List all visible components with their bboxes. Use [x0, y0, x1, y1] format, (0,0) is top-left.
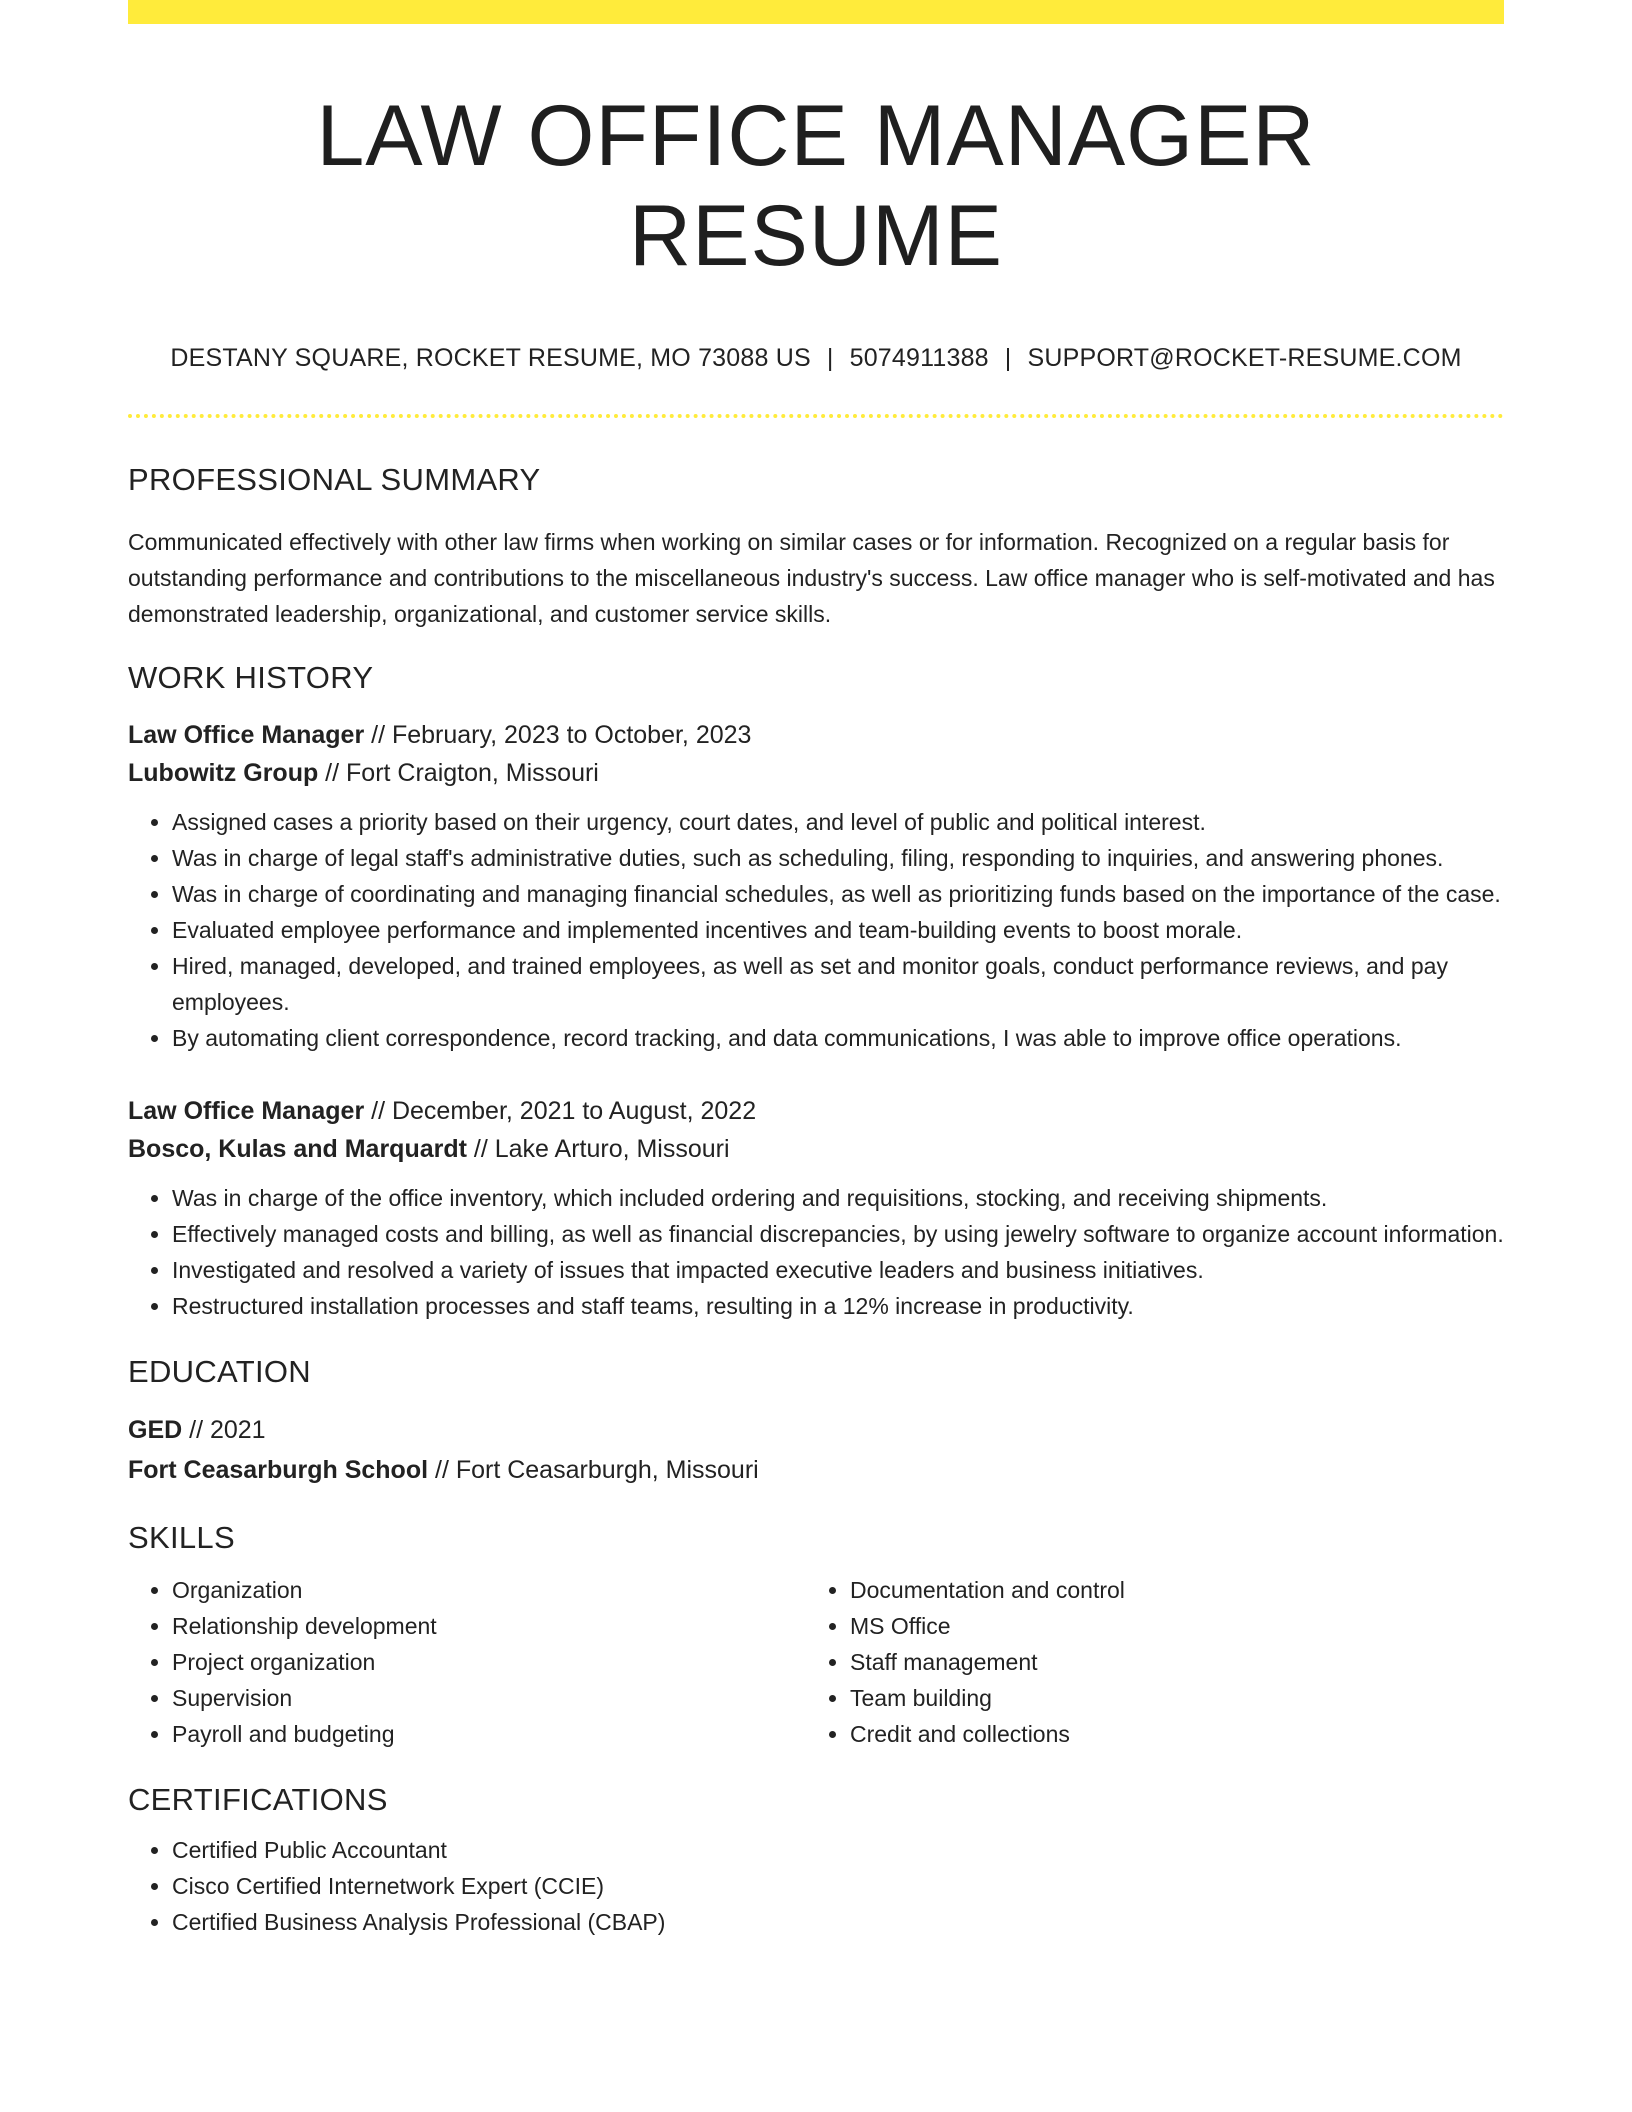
list-item: • Was in charge of coordinating and managing financial schedules, as well as prioritizing funds based on the importance of the case.	[172, 876, 1504, 912]
contact-separator: |	[826, 344, 834, 372]
skill-item: • Credit and collections	[850, 1716, 1484, 1752]
work-history-heading: WORK HISTORY	[128, 660, 374, 695]
skills-grid	[128, 1572, 1504, 1752]
skill-item: • Staff management	[850, 1644, 1484, 1680]
education-entry	[128, 1410, 1504, 1490]
list-item: • Investigated and resolved a variety of issues that impacted executive leaders and business initiatives.	[172, 1252, 1504, 1288]
skill-item: • Relationship development	[172, 1608, 806, 1644]
list-item: • Restructured installation processes and staff teams, resulting in a 12% increase in productivity.	[172, 1288, 1504, 1324]
skill-item: • Payroll and budgeting	[172, 1716, 806, 1752]
list-item: • Assigned cases a priority based on their urgency, court dates, and level of public and political interest.	[172, 804, 1504, 840]
job-title-line	[128, 1092, 1504, 1130]
job-title-line	[128, 716, 1504, 754]
contact-line	[128, 342, 1504, 374]
list-item: • Effectively managed costs and billing, as well as financial discrepancies, by using jewelry software to organize account information.	[172, 1216, 1504, 1252]
skill-item: • MS Office	[850, 1608, 1484, 1644]
job-title: Law Office Manager	[128, 1097, 365, 1125]
education-year: // 2021	[182, 1416, 266, 1444]
list-item: • Evaluated employee performance and implemented incentives and team-building events to boost morale.	[172, 912, 1504, 948]
job-company: Bosco, Kulas and Marquardt	[128, 1135, 467, 1163]
list-item: • Was in charge of the office inventory, which included ordering and requisitions, stocking, and receiving shipments.	[172, 1180, 1504, 1216]
education-heading: EDUCATION	[128, 1354, 311, 1389]
education-degree-line	[128, 1410, 1504, 1450]
job-entry	[128, 1092, 1504, 1324]
job-company: Lubowitz Group	[128, 759, 319, 787]
summary-text: Communicated effectively with other law firms when working on similar cases or for information. Recognized on a regular basis for outstanding performance and contributions to the miscellaneous industry's success. Law office manager who is self-motivated and has demonstrated leadership, organizational, and customer service skills.	[128, 529, 1495, 627]
skill-item: • Project organization	[172, 1644, 806, 1680]
education-school: Fort Ceasarburgh School	[128, 1456, 429, 1484]
accent-bar	[128, 0, 1504, 24]
job-entry	[128, 716, 1504, 1056]
skill-item: • Supervision	[172, 1680, 806, 1716]
contact-email: SUPPORT@ROCKET-RESUME.COM	[1027, 344, 1462, 372]
education-degree: GED	[128, 1416, 183, 1444]
job-dates: // February, 2023 to October, 2023	[364, 721, 752, 749]
education-school-line	[128, 1450, 1504, 1490]
job-dates: // December, 2021 to August, 2022	[364, 1097, 757, 1125]
job-bullets	[128, 1180, 1504, 1324]
certifications-list	[128, 1832, 1504, 1940]
job-bullets	[128, 804, 1504, 1056]
skills-column-left	[128, 1572, 806, 1752]
list-item: • By automating client correspondence, record tracking, and data communications, I was able to improve office operations.	[172, 1020, 1504, 1056]
job-location: // Lake Arturo, Missouri	[466, 1135, 730, 1163]
skill-item: • Documentation and control	[850, 1572, 1484, 1608]
job-company-line	[128, 754, 1504, 792]
resume-page	[128, 0, 1504, 1940]
contact-address: DESTANY SQUARE, ROCKET RESUME, MO 73088 US	[170, 344, 811, 372]
summary-heading: PROFESSIONAL SUMMARY	[128, 462, 541, 497]
certifications-heading: CERTIFICATIONS	[128, 1782, 388, 1817]
list-item: • Hired, managed, developed, and trained employees, as well as set and monitor goals, conduct performance reviews, and pay employees.	[172, 948, 1504, 1020]
resume-title: LAW OFFICE MANAGER RESUME	[316, 88, 1316, 284]
list-item: • Was in charge of legal staff's administrative duties, such as scheduling, filing, responding to inquiries, and answering phones.	[172, 840, 1504, 876]
job-location: // Fort Craigton, Missouri	[318, 759, 599, 787]
certification-item: • Cisco Certified Internetwork Expert (CCIE)	[172, 1868, 1504, 1904]
contact-phone: 5074911388	[849, 344, 989, 372]
skills-heading: SKILLS	[128, 1520, 235, 1555]
skills-column-right	[806, 1572, 1484, 1752]
education-location: // Fort Ceasarburgh, Missouri	[428, 1456, 759, 1484]
certification-item: • Certified Business Analysis Professional (CBAP)	[172, 1904, 1504, 1940]
contact-separator: |	[1004, 344, 1012, 372]
skill-item: • Team building	[850, 1680, 1484, 1716]
dotted-divider	[128, 414, 1504, 418]
certification-item: • Certified Public Accountant	[172, 1832, 1504, 1868]
skill-item: • Organization	[172, 1572, 806, 1608]
job-title: Law Office Manager	[128, 721, 365, 749]
job-company-line	[128, 1130, 1504, 1168]
